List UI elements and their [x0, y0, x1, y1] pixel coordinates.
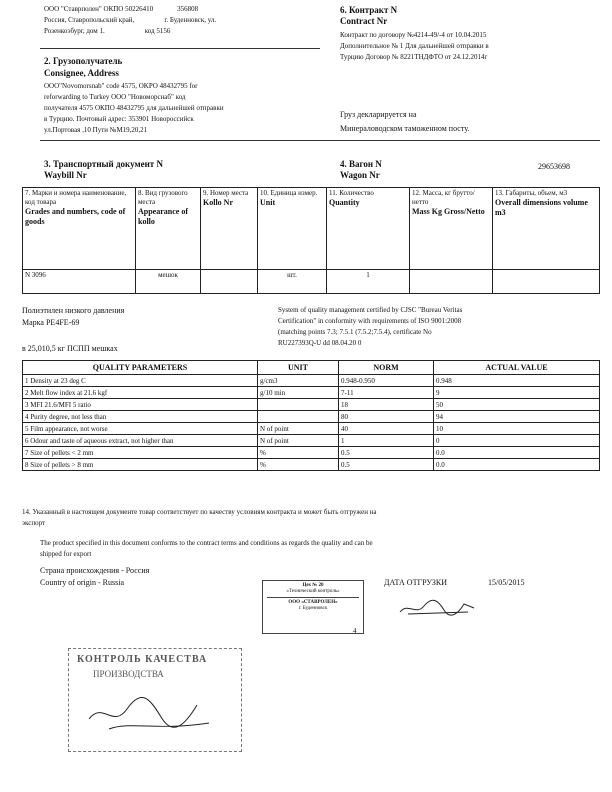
stamp-number: 4 [353, 627, 357, 635]
consignee-line-1: ООО"Novomorsnab" code 4575, OKPO 48432795 for [44, 82, 198, 90]
consignee-line-2: reforwarding to Turkey ООО "Новоморснаб" код [44, 93, 186, 101]
statement-en-2: shipped for export [40, 550, 92, 558]
goods-header-dimensions: 13. Габариты, объем, м3 Overall dimensions volume m3 [493, 188, 600, 270]
goods-cell-dimensions [493, 270, 600, 294]
table-row: 2 Melt flow index at 21.6 kgf g/10 min 7-11 9 [23, 387, 600, 399]
contract-line-3: Турцию Договор № 8221ТНДФТО от 24.12.2014г [340, 53, 488, 61]
sender-line-3: Розенкоэбург, дом 1. код 5156 [44, 27, 171, 35]
quality-table [22, 360, 600, 471]
table-row: 8 Size of pellets > 8 mm % 0.5 0.0 [23, 459, 600, 471]
quality-control-stamp: КОНТРОЛЬ КАЧЕСТВА ПРОИЗВОДСТВА [68, 648, 242, 752]
consignee-title-ru: 2. Грузополучатель [44, 56, 123, 66]
wagon-title-ru: 4. Вагон N [340, 159, 382, 169]
goods-header-mass: 12. Масса, кг брутто/нетто Mass Kg Gross/Netto [410, 188, 493, 270]
statement-en-1: The product specified in this document conforms to the contract terms and conditions as regards the quality and can be [40, 539, 373, 547]
wagon-title-en: Wagon Nr [340, 170, 380, 180]
certification-line-4: RU227393Q-U dd 08.04.20 0 [278, 339, 362, 347]
statement-ru-2: экспорт [22, 519, 46, 527]
table-row: 3 MFI 21.6/MFI 5 ratio 18 50 [23, 399, 600, 411]
contract-line-1: Контракт по договору №4214-49/-4 от 10.04.2015 [340, 31, 487, 39]
contract-title-ru: 6. Контракт N [340, 5, 398, 15]
table-row: 6 Odour and taste of aqueous extract, not higher than N of point 1 0 [23, 435, 600, 447]
goods-cell-unit: шт. [258, 270, 327, 294]
goods-cell-kollo [201, 270, 258, 294]
quality-header-row [23, 361, 600, 375]
customs-note-1: Груз декларируется на [340, 110, 417, 119]
goods-cell-marks: N 3096 [23, 270, 136, 294]
quality-header-norm: NORM [339, 361, 434, 375]
sender-line-1: ООО "Ставрполен" ОКПО 50226410 356808 [44, 5, 199, 13]
table-row: 4 Purity degree, not less than 80 94 [23, 411, 600, 423]
consignee-title-en: Consignee, Address [44, 68, 119, 78]
product-line-2: Марка PE4FE-69 [22, 318, 80, 327]
certification-line-1: System of quality management certified by CJSC "Bureau Veritas [278, 306, 463, 314]
quality-control-signature [69, 679, 239, 741]
product-line-1: Полиэтилен низкого давления [22, 306, 125, 315]
wagon-number: 29653698 [538, 162, 570, 171]
goods-header-appearance: 8. Вид грузового места Appearance of kollo [136, 188, 201, 270]
technical-control-stamp: Цех № 20 «Технический контроль» ООО «СТАВРОЛЕН» г. Буденновск [262, 580, 364, 634]
shipment-date-label: ДАТА ОТГРУЗКИ [384, 578, 448, 587]
certification-line-2: Certification" in conformity with requirements of ISO 9001:2008 [278, 317, 462, 325]
goods-header-quantity: 11. Количество Quantity [327, 188, 410, 270]
sender-line-2: Россия, Ставропольский край, г. Буденновск, ул. [44, 16, 217, 24]
goods-header-kollo: 9. Номер места Kollo Nr [201, 188, 258, 270]
waybill-title-en: Waybill Nr [44, 170, 87, 180]
table-row: 5 Film appearance, not worse N of point 40 10 [23, 423, 600, 435]
origin-en: Country of origin - Russia [40, 578, 124, 587]
quality-header-parameters: QUALITY PARAMETERS [23, 361, 258, 375]
table-row: 7 Size of pellets < 2 mm % 0.5 0.0 [23, 447, 600, 459]
shipment-signature [398, 594, 478, 620]
goods-header-marks: 7. Марки и номера наименование, код товара Grades and numbers, code of goods [23, 188, 136, 270]
quality-header-actual: ACTUAL VALUE [434, 361, 600, 375]
waybill-title-ru: 3. Транспортный документ N [44, 159, 163, 169]
goods-table [22, 187, 600, 294]
quality-header-unit: UNIT [258, 361, 339, 375]
product-line-3: в 25,010,5 кг ПСПП мешках [22, 344, 118, 353]
origin-ru: Страна происхождения - Россия [40, 566, 150, 575]
consignee-line-3: получателя 4575 ОКПО 48432795 для дальнейшей отправки [44, 104, 224, 112]
consignee-line-4: в Турцию. Почтовый адрес: 353901 Новороссийск [44, 115, 194, 123]
goods-cell-mass [410, 270, 493, 294]
goods-header-unit: 10. Единица измер. Unit [258, 188, 327, 270]
goods-cell-appearance: мешок [136, 270, 201, 294]
contract-title-en: Contract Nr [340, 16, 388, 26]
contract-line-2: Дополнительное № 1 Для дальнейшей отправки в [340, 42, 489, 50]
consignee-line-5: ул.Портовая ,10 Пути №М19,20,21 [44, 126, 148, 134]
table-row: 1 Density at 23 deg C g/cm3 0.948-0.950 0.948 [23, 375, 600, 387]
goods-cell-quantity: 1 [327, 270, 410, 294]
certification-line-3: (matching points 7.3; 7.5.1 (7.5.2;7.5.4), certificate No [278, 328, 432, 336]
customs-note-2: Минераловодском таможенном посту. [340, 124, 470, 133]
shipment-date: 15/05/2015 [488, 578, 525, 587]
statement-ru-1: 14. Указанный в настоящем документе товар соответствует по качеству условиям контракта и может быть отгружен на [22, 508, 377, 516]
